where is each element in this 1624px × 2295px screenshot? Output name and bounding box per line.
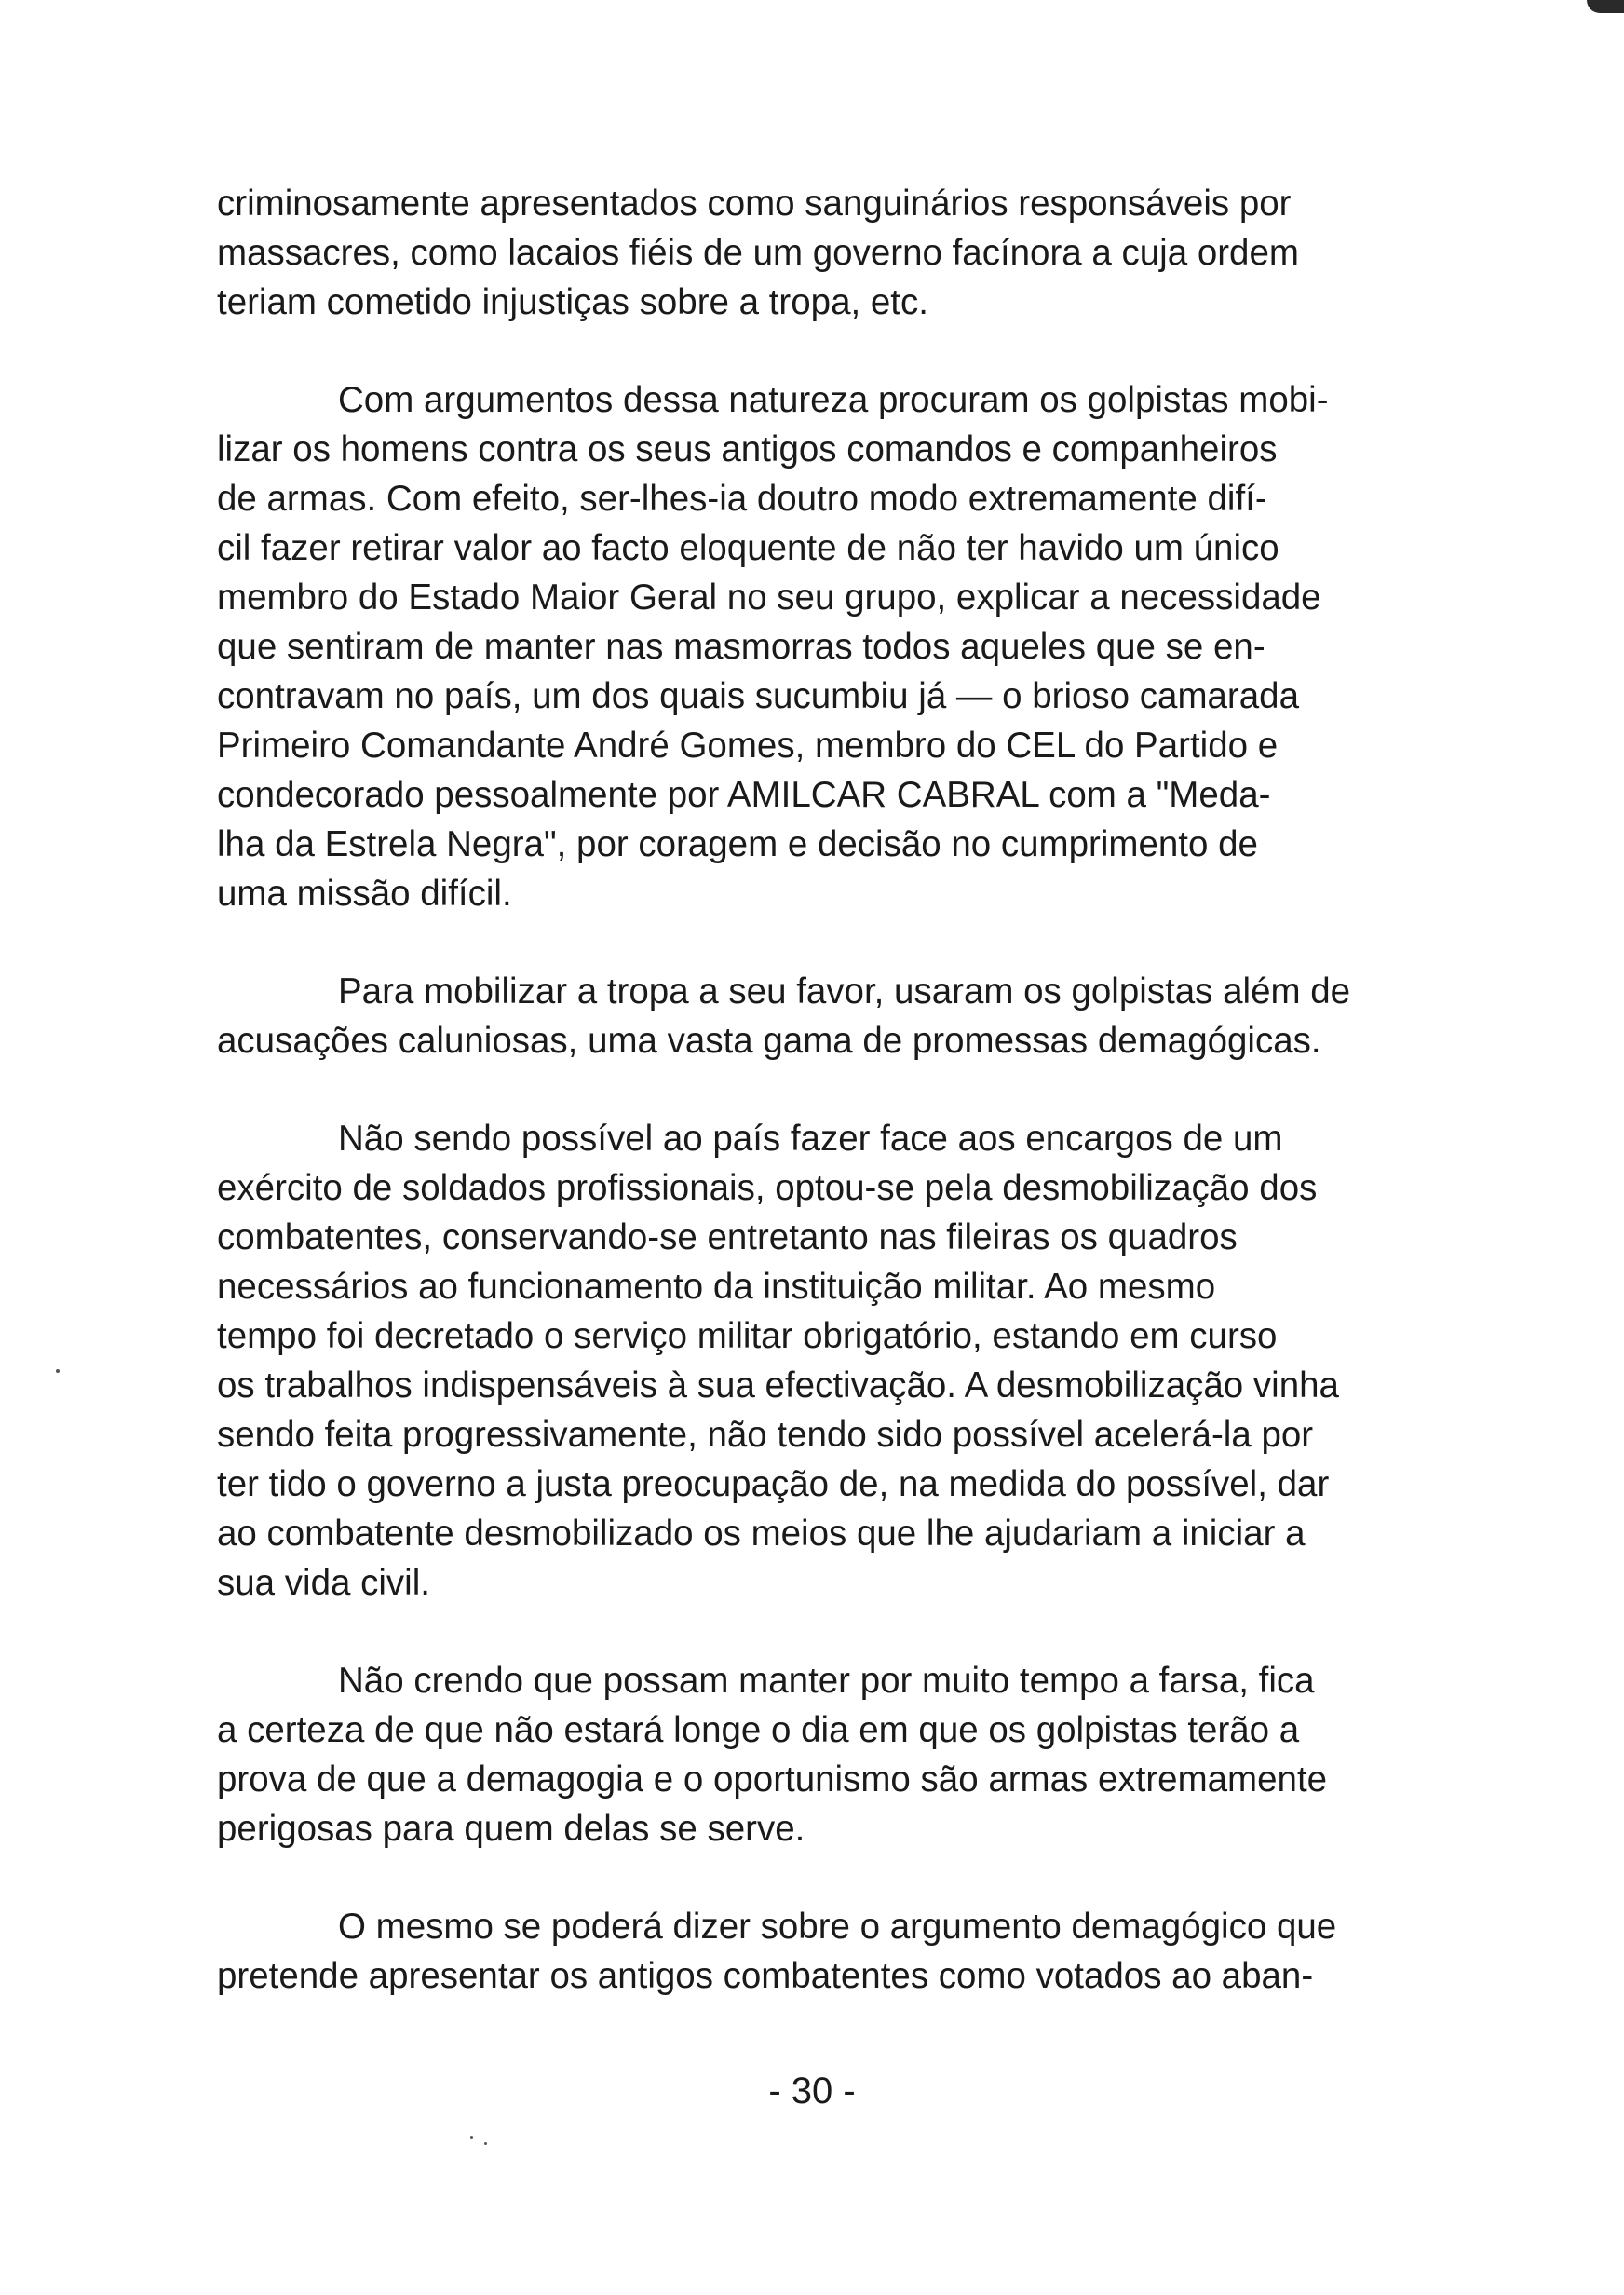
page-number: - 30 - <box>768 2071 856 2112</box>
text-line: lizar os homens contra os seus antigos comandos e companheiros <box>217 429 1278 469</box>
text-line: Primeiro Comandante André Gomes, membro do CEL do Partido e <box>217 726 1279 766</box>
scan-speck <box>470 2136 473 2139</box>
text-line: de armas. Com efeito, ser-lhes-ia doutro modo extremamente difí- <box>217 479 1267 519</box>
text-line: ter tido o governo a justa preocupação de, na medida do possível, dar <box>217 1464 1330 1504</box>
text-line: massacres, como lacaios fiéis de um governo facínora a cuja ordem <box>217 233 1299 273</box>
text-line: condecorado pessoalmente por AMILCAR CABRAL com a "Meda- <box>217 775 1271 815</box>
text-line: Com argumentos dessa natureza procuram os golpistas mobi- <box>338 380 1329 420</box>
scan-speck <box>56 1369 60 1373</box>
paragraph-1 <box>217 179 1472 327</box>
text-line: a certeza de que não estará longe o dia em que os golpistas terão a <box>217 1710 1300 1750</box>
text-line: os trabalhos indispensáveis à sua efectivação. A desmobilização vinha <box>217 1365 1339 1406</box>
text-line: O mesmo se poderá dizer sobre o argumento demagógico que <box>338 1907 1337 1947</box>
text-line: necessários ao funcionamento da instituição militar. Ao mesmo <box>217 1267 1216 1307</box>
text-line: teriam cometido injustiças sobre a tropa, etc. <box>217 282 928 322</box>
text-line: prova de que a demagogia e o oportunismo são armas extremamente <box>217 1759 1328 1799</box>
paragraph-2 <box>217 375 1472 918</box>
text-line: uma missão difícil. <box>217 874 512 914</box>
text-line: sua vida civil. <box>217 1563 430 1603</box>
text-line: pretende apresentar os antigos combatentes como votados ao aban- <box>217 1956 1314 1996</box>
paragraph-3 <box>217 967 1472 1066</box>
text-line: lha da Estrela Negra", por coragem e decisão no cumprimento de <box>217 824 1258 864</box>
text-line: acusações caluniosas, uma vasta gama de promessas demagógicas. <box>217 1021 1321 1061</box>
scan-speck <box>484 2142 487 2145</box>
body-text <box>217 179 1472 2001</box>
text-line: cil fazer retirar valor ao facto eloquente de não ter havido um único <box>217 528 1279 568</box>
text-line: criminosamente apresentados como sanguinários responsáveis por <box>217 183 1292 224</box>
text-line: contravam no país, um dos quais sucumbiu já — o brioso camarada <box>217 676 1299 716</box>
text-line: que sentiram de manter nas masmorras todos aqueles que se en- <box>217 627 1265 667</box>
paragraph-5 <box>217 1656 1472 1854</box>
text-line: Não crendo que possam manter por muito tempo a farsa, fica <box>338 1661 1315 1701</box>
text-line: exército de soldados profissionais, optou-se pela desmobilização dos <box>217 1168 1318 1208</box>
text-line: ao combatente desmobilizado os meios que lhe ajudariam a iniciar a <box>217 1514 1306 1554</box>
text-line: tempo foi decretado o serviço militar obrigatório, estando em curso <box>217 1316 1278 1356</box>
text-line: perigosas para quem delas se serve. <box>217 1809 805 1849</box>
text-line: Para mobilizar a tropa a seu favor, usaram os golpistas além de <box>338 971 1351 1012</box>
paragraph-4 <box>217 1114 1472 1608</box>
text-line: sendo feita progressivamente, não tendo sido possível acelerá-la por <box>217 1415 1314 1455</box>
text-line: membro do Estado Maior Geral no seu grupo, explicar a necessidade <box>217 577 1321 618</box>
scan-corner-mark <box>1587 0 1624 13</box>
text-line: Não sendo possível ao país fazer face aos encargos de um <box>338 1119 1283 1159</box>
paragraph-6 <box>217 1902 1472 2001</box>
text-line: combatentes, conservando-se entretanto nas fileiras os quadros <box>217 1217 1238 1257</box>
